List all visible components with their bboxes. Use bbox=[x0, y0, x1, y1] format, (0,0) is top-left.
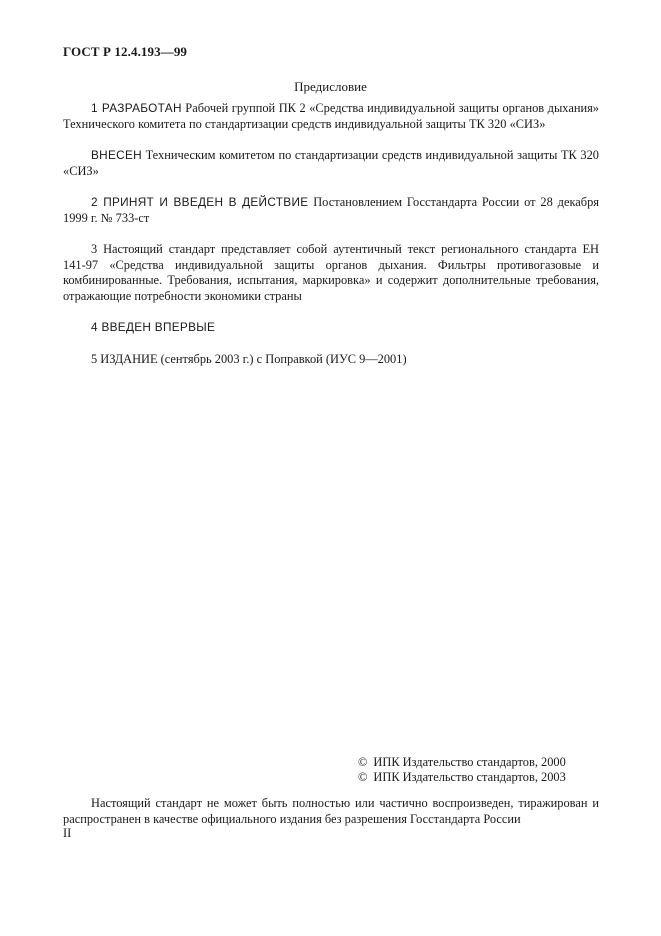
copyright-line-2003 bbox=[358, 769, 603, 785]
copyright-icon: © bbox=[358, 770, 368, 784]
copyright-line-2000 bbox=[358, 754, 603, 770]
copyright-text: ИПК Издательство стандартов, 2000 bbox=[373, 755, 566, 769]
preface-title: Предисловие bbox=[294, 79, 367, 94]
document-code: ГОСТ Р 12.4.193—99 bbox=[63, 44, 188, 59]
copyright-text: ИПК Издательство стандартов, 2003 bbox=[373, 770, 566, 784]
preface-item-text: 3 Настоящий стандарт представляет собой аутентичный текст регионального стандарта ЕН 141-97 «Средства индивидуальной защиты органов дыхания. Фильтры противогазовые и комбинированные. Требования, испытания, маркировка» и содержит дополнительные требования, отражающие потребности экономики страны bbox=[63, 242, 599, 303]
preface-body bbox=[63, 101, 599, 383]
preface-item-lead: ВНЕСЕН bbox=[91, 148, 142, 162]
preface-item-text: Рабочей группой ПК 2 «Средства индивидуальной защиты органов дыхания» Технического комитета по стандартизации средств индивидуальной защиты ТК 320 «СИЗ» bbox=[63, 101, 599, 131]
preface-item-text: Постановлением Госстандарта России от 28 декабря 1999 г. № 733-ст bbox=[63, 195, 599, 225]
preface-item-submitted bbox=[63, 148, 599, 179]
preface-item-5 bbox=[63, 352, 599, 368]
preface-item-text: 5 ИЗДАНИЕ (сентябрь 2003 г.) с Поправкой (ИУС 9—2001) bbox=[91, 351, 407, 366]
reproduction-notice: Настоящий стандарт не может быть полностью или частично воспроизведен, тиражирован и распространен в качестве официального издания без разрешения Госстандарта России bbox=[63, 796, 599, 826]
page-number: II bbox=[63, 826, 72, 840]
preface-item-text: Техническим комитетом по стандартизации средств индивидуальной защиты ТК 320 «СИЗ» bbox=[63, 148, 599, 178]
copyright-icon: © bbox=[358, 755, 368, 769]
preface-item-4 bbox=[63, 320, 599, 336]
preface-item-1 bbox=[63, 101, 599, 132]
preface-item-lead: 1 РАЗРАБОТАН bbox=[91, 101, 182, 115]
preface-item-3 bbox=[63, 242, 599, 304]
preface-item-2 bbox=[63, 195, 599, 226]
preface-item-lead: 2 ПРИНЯТ И ВВЕДЕН В ДЕЙСТВИЕ bbox=[91, 195, 309, 209]
preface-item-lead: 4 ВВЕДЕН ВПЕРВЫЕ bbox=[91, 320, 216, 334]
